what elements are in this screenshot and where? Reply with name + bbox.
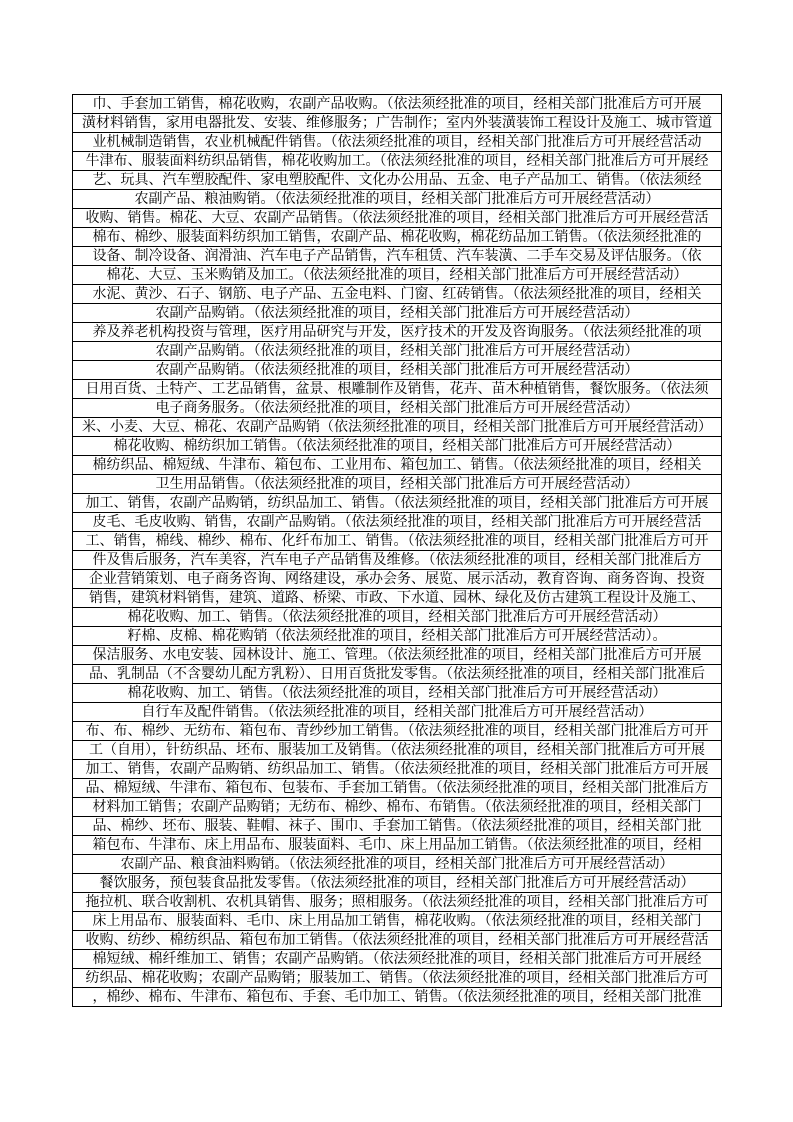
cell-text: 床上用品布、服装面料、毛巾、床上用品加工销售，棉花收购。（依法须经批准的项目，经相关部门 xyxy=(92,913,702,929)
cell-text: 棉布、棉纱、服装面料纺织加工销售，农副产品、棉花收购，棉花纺品加工销售。（依法须经批准的 xyxy=(92,229,702,245)
table-row xyxy=(73,456,721,475)
cell-text: 棉花、大豆、玉米购销及加工。（依法须经批准的项目，经相关部门批准后方可开展经营活动） xyxy=(106,267,688,283)
cell-text: 棉花收购、棉纺织加工销售。（依法须经批准的项目，经相关部门批准后方可开展经营活动） xyxy=(113,438,681,454)
table-row xyxy=(73,779,721,798)
cell-text: 巾、手套加工销售，棉花收购，农副产品收购。（依法须经批准的项目，经相关部门批准后方可开展 xyxy=(92,96,702,112)
table-row xyxy=(73,798,721,817)
table-row xyxy=(73,95,721,114)
table-row xyxy=(73,114,721,133)
table-row xyxy=(73,209,721,228)
cell-text: 箱包布、牛津布、床上用品布、服装面料、毛巾、床上用品加工销售。（依法须经批准的项目，经相 xyxy=(92,837,702,853)
cell-text: 收购、销售。棉花、大豆、农副产品销售。（依法须经批准的项目，经相关部门批准后方可开展经营活 xyxy=(85,210,709,226)
cell-text: 拖拉机、联合收割机、农机具销售、服务；照相服务。（依法须经批准的项目，经相关部门批准后方可 xyxy=(85,894,709,910)
cell-text: 销售，建筑材料销售，建筑、道路、桥梁、市政、下水道、园林、绿化及仿古建筑工程设计及施工、 xyxy=(89,590,705,606)
table-row xyxy=(73,722,721,741)
table-row xyxy=(73,247,721,266)
cell-text: 棉花收购、加工、销售。（依法须经批准的项目，经相关部门批准后方可开展经营活动） xyxy=(127,609,667,625)
cell-text: 农副产品购销。（依法须经批准的项目，经相关部门批准后方可开展经营活动） xyxy=(155,305,639,321)
table-row xyxy=(73,646,721,665)
table-row xyxy=(73,589,721,608)
table-row xyxy=(73,893,721,912)
table-row xyxy=(73,950,721,969)
table-row xyxy=(73,342,721,361)
table-row xyxy=(73,380,721,399)
cell-text: 加工、销售，农副产品购销，纺织品加工、销售。（依法须经批准的项目，经相关部门批准后方可开展 xyxy=(85,495,709,511)
table-row xyxy=(73,532,721,551)
table-row xyxy=(73,133,721,152)
table-row xyxy=(73,494,721,513)
cell-text: 棉花收购、加工、销售。（依法须经批准的项目，经相关部门批准后方可开展经营活动） xyxy=(127,685,667,701)
table-row xyxy=(73,912,721,931)
cell-text: 收购、纺纱、棉纺织品、箱包布加工销售。（依法须经批准的项目，经相关部门批准后方可开展经营活 xyxy=(85,932,709,948)
table-row xyxy=(73,304,721,323)
table-row xyxy=(73,399,721,418)
table-row xyxy=(73,228,721,247)
cell-text: 电子商务服务。（依法须经批准的项目，经相关部门批准后方可开展经营活动） xyxy=(155,400,639,416)
cell-text: 棉纺织品、棉短绒、牛津布、箱包布、工业用布、箱包加工、销售。（依法须经批准的项目，经相关 xyxy=(92,457,702,473)
cell-text: 布、布、棉纱、无纺布、箱包布、青纱纱加工销售。（依法须经批准的项目，经相关部门批准后方可开 xyxy=(85,723,709,739)
table-row xyxy=(73,323,721,342)
cell-text: 业机械制造销售，农业机械配件销售。（依法须经批准的项目，经相关部门批准后方可开展经营活动 xyxy=(92,134,702,150)
cell-text: 品、乳制品（不含婴幼儿配方乳粉）、日用百货批发零售。（依法须经批准的项目，经相关部门批准后 xyxy=(89,666,705,682)
table-row xyxy=(73,361,721,380)
table-row xyxy=(73,703,721,722)
table-row xyxy=(73,969,721,988)
table-row xyxy=(73,437,721,456)
cell-text: 日用百货、土特产、工艺品销售，盆景、根雕制作及销售，花卉、苗木种植销售，餐饮服务。（依法须 xyxy=(85,381,709,397)
cell-text: 保洁服务、水电安装、园林设计、施工、管理。（依法须经批准的项目，经相关部门批准后方可开展 xyxy=(92,647,702,663)
table-row xyxy=(73,874,721,893)
table-row xyxy=(73,570,721,589)
cell-text: 农副产品购销。（依法须经批准的项目，经相关部门批准后方可开展经营活动） xyxy=(155,362,639,378)
cell-text: 卫生用品销售。（依法须经批准的项目，经相关部门批准后方可开展经营活动） xyxy=(155,476,639,492)
cell-text: 米、小麦、大豆、棉花、农副产品购销（依法须经批准的项目，经相关部门批准后方可开展经营活动） xyxy=(82,419,712,435)
table-row xyxy=(73,665,721,684)
cell-text: 工、销售，棉线、棉纱、棉布、化纤布加工、销售。（依法须经批准的项目，经相关部门批准后方可开 xyxy=(85,533,709,549)
cell-text: 品、棉纱、坯布、服装、鞋帽、袜子、围巾、手套加工销售。（依法须经批准的项目，经相关部门批 xyxy=(92,818,702,834)
cell-text: ，棉纱、棉布、牛津布、箱包布、手套、毛巾加工、销售。（依法须经批准的项目，经相关部门批准 xyxy=(92,989,702,1005)
table-row xyxy=(73,190,721,209)
cell-text: 纺织品、棉花收购；农副产品购销；服装加工、销售。（依法须经批准的项目，经相关部门批准后方可 xyxy=(85,970,709,986)
cell-text: 品、棉短绒、牛津布、箱包布、包装布、手套加工销售。（依法须经批准的项目，经相关部门批准后方 xyxy=(85,780,709,796)
cell-text: 水泥、黄沙、石子、钢筋、电子产品、五金电料、门窗、红砖销售。（依法须经批准的项目，经相关 xyxy=(92,286,702,302)
table-row xyxy=(73,152,721,171)
cell-text: 工（自用），针纺织品、坯布、服装加工及销售。（依法须经批准的项目，经相关部门批准后方可开展 xyxy=(89,742,705,758)
table-row xyxy=(73,266,721,285)
cell-text: 养及养老机构投资与管理，医疗用品研究与开发，医疗技术的开发及咨询服务。（依法须经批准的项 xyxy=(92,324,702,340)
table-row xyxy=(73,836,721,855)
table-row xyxy=(73,475,721,494)
cell-text: 材料加工销售；农副产品购销；无纺布、棉纱、棉布、布销售。（依法须经批准的项目，经相关部门 xyxy=(92,799,702,815)
table-row xyxy=(73,988,721,1007)
table-row xyxy=(73,627,721,646)
business-scope-table xyxy=(72,94,722,1007)
cell-text: 棉短绒、棉纤维加工、销售；农副产品购销。（依法须经批准的项目，经相关部门批准后方可开展经 xyxy=(92,951,702,967)
cell-text: 农副产品、粮食油料购销。（依法须经批准的项目，经相关部门批准后方可开展经营活动） xyxy=(120,856,674,872)
cell-text: 农副产品购销。（依法须经批准的项目，经相关部门批准后方可开展经营活动） xyxy=(155,343,639,359)
cell-text: 籽棉、皮棉、棉花购销（依法须经批准的项目，经相关部门批准后方可开展经营活动）。 xyxy=(127,628,667,644)
cell-text: 农副产品、粮油购销。（依法须经批准的项目，经相关部门批准后方可开展经营活动） xyxy=(134,191,660,207)
cell-text: 自行车及配件销售。（依法须经批准的项目，经相关部门批准后方可开展经营活动） xyxy=(141,704,653,720)
table-row xyxy=(73,171,721,190)
table-row xyxy=(73,760,721,779)
cell-text: 牛津布、服装面料纺织品销售，棉花收购加工。（依法须经批准的项目，经相关部门批准后方可开展经 xyxy=(85,153,709,169)
table-row xyxy=(73,817,721,836)
table-row xyxy=(73,855,721,874)
table-row xyxy=(73,418,721,437)
cell-text: 企业营销策划、电子商务咨询、网络建设，承办会务、展览、展示活动，教育咨询、商务咨询、投资 xyxy=(89,571,705,587)
cell-text: 艺、玩具、汽车塑胶配件、家电塑胶配件、文化办公用品、五金、电子产品加工、销售。（依法须经 xyxy=(92,172,702,188)
table-row xyxy=(73,608,721,627)
cell-text: 皮毛、毛皮收购、销售，农副产品购销。（依法须经批准的项目，经相关部门批准后方可开展经营活 xyxy=(92,514,702,530)
cell-text: 潢材料销售，家用电器批发、安装、维修服务；广告制作；室内外装潢装饰工程设计及施工、城市管道 xyxy=(82,115,712,131)
table-row xyxy=(73,931,721,950)
cell-text: 餐饮服务，预包装食品批发零售。（依法须经批准的项目，经相关部门批准后方可开展经营活动） xyxy=(99,875,695,891)
cell-text: 件及售后服务，汽车美容，汽车电子产品销售及维修。（依法须经批准的项目，经相关部门批准后方 xyxy=(92,552,702,568)
table-row xyxy=(73,741,721,760)
table-row xyxy=(73,285,721,304)
table-row xyxy=(73,513,721,532)
table-row xyxy=(73,684,721,703)
cell-text: 加工、销售，农副产品购销、纺织品加工、销售。（依法须经批准的项目，经相关部门批准后方可开展 xyxy=(85,761,709,777)
table-row xyxy=(73,551,721,570)
cell-text: 设备、制冷设备、润滑油、汽车电子产品销售，汽车租赁、汽车装潢、二手车交易及评估服务。（依 xyxy=(92,248,702,264)
